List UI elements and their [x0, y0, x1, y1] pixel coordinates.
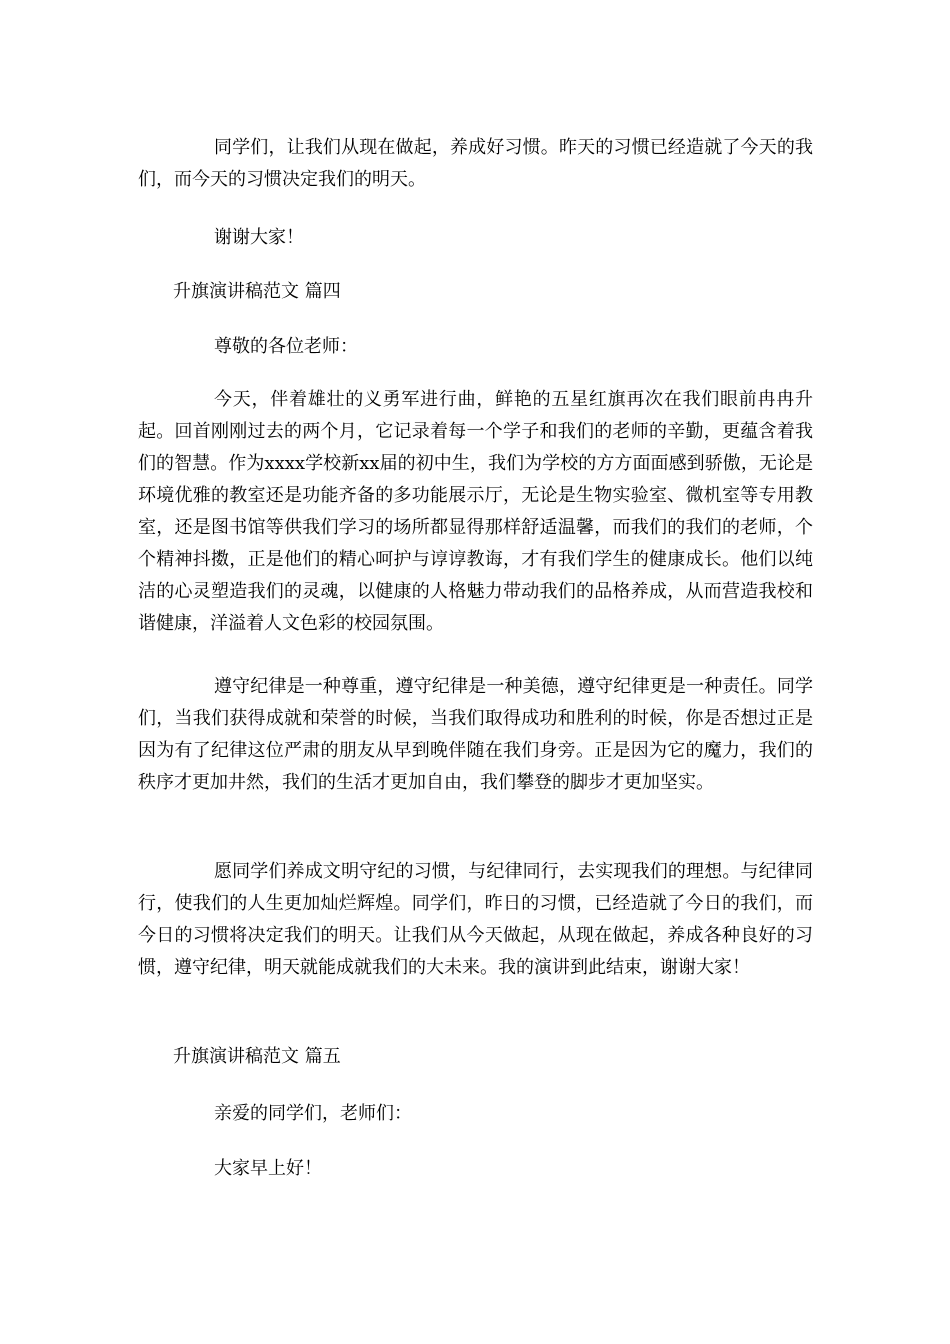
paragraph-salutation-all: 亲爱的同学们，老师们： — [214, 1103, 412, 1124]
section-heading-part-four: 升旗演讲稿范文 篇四 — [173, 281, 341, 302]
paragraph-greeting: 大家早上好！ — [214, 1158, 322, 1179]
paragraph-discipline: 遵守纪律是一种尊重，遵守纪律是一种美德，遵守纪律更是一种责任。同学们，当我们获得成就和荣誉的时候，当我们取得成功和胜利的时候，你是否想过正是因为有了纪律这位严肃的朋友从早到晚伴随在我们身旁。正是因为它的魔力，我们的秩序才更加井然，我们的生活才更加自由，我们攀登的脚步才更加坚实。 — [138, 676, 813, 793]
paragraph-thanks: 谢谢大家！ — [214, 227, 304, 248]
section-heading-part-five: 升旗演讲稿范文 篇五 — [173, 1046, 341, 1067]
paragraph-salutation-teachers: 尊敬的各位老师： — [214, 336, 358, 357]
paragraph-flag-raising: 今天，伴着雄壮的义勇军进行曲，鲜艳的五星红旗再次在我们眼前冉冉升起。回首刚刚过去的两个月，它记录着每一个学子和我们的老师的辛勤，更蕴含着我们的智慧。作为xxxx学校新xx届的初中生，我们为学校的方方面面感到骄傲，无论是环境优雅的教室还是功能齐备的多功能展示厅，无论是生物实验室、微机室等专用教室，还是图书馆等供我们学习的场所都显得那样舒适温馨，而我们的我们的老师，个个精神抖擞，正是他们的精心呵护与谆谆教诲，才有我们学生的健康成长。他们以纯洁的心灵塑造我们的灵魂，以健康的人格魅力带动我们的品格养成，从而营造我校和谐健康，洋溢着人文色彩的校园氛围。 — [138, 389, 813, 634]
paragraph-closing: 愿同学们养成文明守纪的习惯，与纪律同行，去实现我们的理想。与纪律同行，使我们的人生更加灿烂辉煌。同学们，昨日的习惯，已经造就了今日的我们，而今日的习惯将决定我们的明天。让我们从今天做起，从现在做起，养成各种良好的习惯，遵守纪律，明天就能成就我们的大未来。我的演讲到此结束，谢谢大家！ — [138, 861, 813, 978]
paragraph-habits: 同学们，让我们从现在做起，养成好习惯。昨天的习惯已经造就了今天的我们，而今天的习惯决定我们的明天。 — [138, 137, 813, 190]
